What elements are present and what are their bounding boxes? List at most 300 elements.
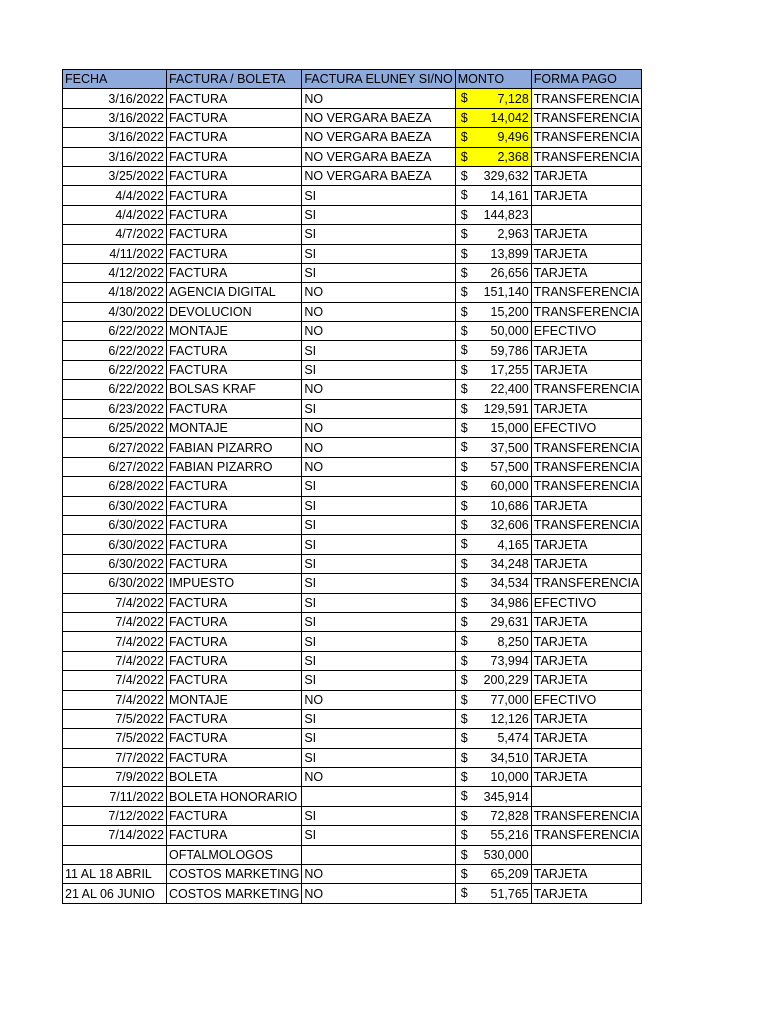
amount-value: 200,229 xyxy=(483,673,529,688)
currency-symbol: $ xyxy=(460,479,468,494)
table-row xyxy=(63,166,642,185)
cell-monto[interactable] xyxy=(455,865,531,884)
cell-factura[interactable]: FACTURA xyxy=(167,225,302,244)
cell-forma-pago[interactable]: TRANSFERENCIA xyxy=(531,108,642,127)
table-row xyxy=(63,302,642,321)
cell-eluney[interactable]: NO xyxy=(302,457,455,476)
table-row xyxy=(63,457,642,476)
cell-fecha[interactable]: 7/4/2022 xyxy=(63,690,167,709)
cell-fecha[interactable]: 4/4/2022 xyxy=(63,205,167,224)
amount-value: 345,914 xyxy=(483,789,529,804)
cell-forma-pago[interactable]: TRANSFERENCIA xyxy=(531,380,642,399)
cell-factura[interactable]: FACTURA xyxy=(167,89,302,108)
cell-factura[interactable]: FACTURA xyxy=(167,244,302,263)
cell-fecha[interactable]: 3/25/2022 xyxy=(63,166,167,185)
cell-monto[interactable] xyxy=(455,283,531,302)
cell-monto[interactable] xyxy=(455,593,531,612)
table-row xyxy=(63,496,642,515)
amount-value: 26,656 xyxy=(490,266,529,281)
cell-factura[interactable]: FABIAN PIZARRO xyxy=(167,438,302,457)
cell-monto[interactable] xyxy=(455,671,531,690)
cell-factura[interactable]: OFTALMOLOGOS xyxy=(167,845,302,864)
cell-factura[interactable]: FACTURA xyxy=(167,205,302,224)
cell-factura[interactable]: MONTAJE xyxy=(167,419,302,438)
cell-monto[interactable] xyxy=(455,729,531,748)
amount-value: 32,606 xyxy=(490,518,529,533)
currency-symbol: $ xyxy=(460,265,468,280)
cell-eluney[interactable]: NO VERGARA BAEZA xyxy=(302,128,455,147)
cell-eluney[interactable]: SI xyxy=(302,709,455,728)
cell-fecha[interactable]: 4/30/2022 xyxy=(63,302,167,321)
cell-forma-pago[interactable]: TRANSFERENCIA xyxy=(531,147,642,166)
amount-value: 129,591 xyxy=(483,401,529,416)
currency-symbol: $ xyxy=(460,886,468,901)
cell-factura[interactable]: BOLETA xyxy=(167,768,302,787)
cell-eluney[interactable]: SI xyxy=(302,574,455,593)
cell-eluney[interactable]: SI xyxy=(302,748,455,767)
cell-monto[interactable] xyxy=(455,263,531,282)
amount-value: 50,000 xyxy=(490,324,529,339)
currency-symbol: $ xyxy=(460,188,468,203)
cell-eluney[interactable]: SI xyxy=(302,225,455,244)
cell-eluney[interactable]: SI xyxy=(302,671,455,690)
cell-forma-pago[interactable]: TRANSFERENCIA xyxy=(531,477,642,496)
cell-fecha[interactable]: 7/5/2022 xyxy=(63,729,167,748)
cell-eluney[interactable]: NO xyxy=(302,89,455,108)
cell-eluney[interactable]: SI xyxy=(302,612,455,631)
cell-eluney[interactable]: SI xyxy=(302,477,455,496)
cell-fecha[interactable]: 7/4/2022 xyxy=(63,671,167,690)
currency-symbol: $ xyxy=(460,789,468,804)
cell-factura[interactable]: BOLSAS KRAF xyxy=(167,380,302,399)
cell-forma-pago[interactable]: TRANSFERENCIA xyxy=(531,302,642,321)
cell-forma-pago[interactable]: TRANSFERENCIA xyxy=(531,515,642,534)
cell-factura[interactable]: FACTURA xyxy=(167,632,302,651)
cell-fecha[interactable]: 6/22/2022 xyxy=(63,380,167,399)
expense-table xyxy=(62,69,642,904)
cell-fecha[interactable] xyxy=(63,845,167,864)
cell-fecha[interactable]: 7/7/2022 xyxy=(63,748,167,767)
table-row xyxy=(63,845,642,864)
table-row xyxy=(63,515,642,534)
cell-forma-pago[interactable]: TARJETA xyxy=(531,729,642,748)
header-monto[interactable]: MONTO xyxy=(455,70,531,89)
amount-value: 72,828 xyxy=(490,809,529,824)
cell-monto[interactable] xyxy=(455,89,531,108)
table-row xyxy=(63,205,642,224)
header-row xyxy=(63,70,642,89)
cell-factura[interactable]: FACTURA xyxy=(167,360,302,379)
cell-factura[interactable]: FACTURA xyxy=(167,651,302,670)
cell-monto[interactable] xyxy=(455,438,531,457)
cell-factura[interactable]: COSTOS MARKETING xyxy=(167,884,302,903)
cell-fecha[interactable]: 7/4/2022 xyxy=(63,612,167,631)
cell-eluney[interactable]: SI xyxy=(302,806,455,825)
table-row xyxy=(63,225,642,244)
cell-fecha[interactable]: 7/5/2022 xyxy=(63,709,167,728)
cell-monto[interactable] xyxy=(455,709,531,728)
cell-fecha[interactable]: 7/4/2022 xyxy=(63,593,167,612)
cell-monto[interactable] xyxy=(455,845,531,864)
cell-forma-pago[interactable]: TRANSFERENCIA xyxy=(531,89,642,108)
cell-eluney[interactable]: SI xyxy=(302,651,455,670)
cell-forma-pago[interactable]: EFECTIVO xyxy=(531,690,642,709)
currency-symbol: $ xyxy=(460,110,468,125)
currency-symbol: $ xyxy=(460,847,468,862)
cell-forma-pago[interactable]: TRANSFERENCIA xyxy=(531,574,642,593)
cell-factura[interactable]: FACTURA xyxy=(167,709,302,728)
cell-fecha[interactable]: 11 AL 18 ABRIL xyxy=(63,865,167,884)
cell-eluney[interactable]: SI xyxy=(302,186,455,205)
cell-fecha[interactable]: 6/30/2022 xyxy=(63,496,167,515)
cell-factura[interactable]: FACTURA xyxy=(167,671,302,690)
cell-forma-pago[interactable]: TARJETA xyxy=(531,535,642,554)
cell-factura[interactable]: FACTURA xyxy=(167,535,302,554)
cell-fecha[interactable]: 3/16/2022 xyxy=(63,128,167,147)
table-row xyxy=(63,709,642,728)
currency-symbol: $ xyxy=(460,537,468,552)
currency-symbol: $ xyxy=(460,130,468,145)
cell-fecha[interactable]: 6/22/2022 xyxy=(63,322,167,341)
cell-eluney[interactable]: NO xyxy=(302,438,455,457)
header-factura[interactable]: FACTURA / BOLETA xyxy=(167,70,302,89)
cell-eluney[interactable]: NO xyxy=(302,380,455,399)
cell-factura[interactable]: FACTURA xyxy=(167,341,302,360)
cell-fecha[interactable]: 6/30/2022 xyxy=(63,574,167,593)
cell-factura[interactable]: FACTURA xyxy=(167,729,302,748)
cell-eluney[interactable]: SI xyxy=(302,515,455,534)
cell-fecha[interactable]: 4/7/2022 xyxy=(63,225,167,244)
cell-forma-pago[interactable]: TARJETA xyxy=(531,399,642,418)
cell-eluney[interactable]: SI xyxy=(302,360,455,379)
cell-eluney[interactable]: SI xyxy=(302,554,455,573)
currency-symbol: $ xyxy=(460,459,468,474)
cell-monto[interactable] xyxy=(455,690,531,709)
cell-forma-pago[interactable]: TARJETA xyxy=(531,263,642,282)
cell-factura[interactable]: FACTURA xyxy=(167,612,302,631)
cell-eluney[interactable]: NO xyxy=(302,884,455,903)
cell-monto[interactable] xyxy=(455,147,531,166)
table-row xyxy=(63,128,642,147)
cell-eluney[interactable]: SI xyxy=(302,244,455,263)
table-row xyxy=(63,787,642,806)
cell-fecha[interactable]: 7/12/2022 xyxy=(63,806,167,825)
cell-forma-pago[interactable]: TARJETA xyxy=(531,554,642,573)
cell-fecha[interactable]: 3/16/2022 xyxy=(63,147,167,166)
cell-forma-pago[interactable]: TRANSFERENCIA xyxy=(531,128,642,147)
currency-symbol: $ xyxy=(460,343,468,358)
table-row xyxy=(63,283,642,302)
cell-monto[interactable] xyxy=(455,380,531,399)
currency-symbol: $ xyxy=(460,246,468,261)
cell-factura[interactable]: FACTURA xyxy=(167,496,302,515)
header-eluney[interactable]: FACTURA ELUNEY SI/NO xyxy=(302,70,455,89)
cell-eluney[interactable]: NO xyxy=(302,302,455,321)
cell-eluney[interactable]: NO VERGARA BAEZA xyxy=(302,108,455,127)
cell-eluney[interactable]: NO xyxy=(302,865,455,884)
amount-value: 34,248 xyxy=(490,556,529,571)
amount-value: 329,632 xyxy=(483,169,529,184)
table-row xyxy=(63,399,642,418)
cell-monto[interactable] xyxy=(455,205,531,224)
cell-eluney[interactable]: SI xyxy=(302,593,455,612)
cell-factura[interactable]: FACTURA xyxy=(167,186,302,205)
amount-value: 13,899 xyxy=(490,246,529,261)
cell-monto[interactable] xyxy=(455,612,531,631)
cell-forma-pago[interactable]: TARJETA xyxy=(531,671,642,690)
cell-forma-pago[interactable]: EFECTIVO xyxy=(531,322,642,341)
table-row xyxy=(63,108,642,127)
amount-value: 4,165 xyxy=(497,537,529,552)
cell-eluney[interactable]: NO xyxy=(302,768,455,787)
cell-factura[interactable]: FACTURA xyxy=(167,147,302,166)
header-fecha[interactable]: FECHA xyxy=(63,70,167,89)
cell-fecha[interactable]: 3/16/2022 xyxy=(63,108,167,127)
cell-factura[interactable]: FACTURA xyxy=(167,593,302,612)
cell-monto[interactable] xyxy=(455,768,531,787)
amount-value: 34,510 xyxy=(490,750,529,765)
cell-fecha[interactable]: 4/18/2022 xyxy=(63,283,167,302)
cell-eluney[interactable]: NO xyxy=(302,690,455,709)
cell-forma-pago[interactable]: TARJETA xyxy=(531,186,642,205)
currency-symbol: $ xyxy=(460,653,468,668)
currency-symbol: $ xyxy=(460,556,468,571)
cell-fecha[interactable]: 7/4/2022 xyxy=(63,632,167,651)
cell-factura[interactable]: AGENCIA DIGITAL xyxy=(167,283,302,302)
cell-forma-pago[interactable]: TARJETA xyxy=(531,632,642,651)
cell-forma-pago[interactable]: TRANSFERENCIA xyxy=(531,283,642,302)
cell-monto[interactable] xyxy=(455,748,531,767)
cell-factura[interactable]: IMPUESTO xyxy=(167,574,302,593)
amount-value: 14,042 xyxy=(490,110,529,125)
cell-forma-pago[interactable]: TARJETA xyxy=(531,865,642,884)
cell-fecha[interactable]: 6/30/2022 xyxy=(63,554,167,573)
cell-eluney[interactable]: SI xyxy=(302,535,455,554)
amount-value: 10,000 xyxy=(490,770,529,785)
cell-monto[interactable] xyxy=(455,787,531,806)
cell-factura[interactable]: FACTURA xyxy=(167,399,302,418)
cell-forma-pago[interactable]: TARJETA xyxy=(531,341,642,360)
cell-forma-pago[interactable]: TARJETA xyxy=(531,884,642,903)
cell-forma-pago[interactable]: TARJETA xyxy=(531,612,642,631)
currency-symbol: $ xyxy=(460,285,468,300)
table-row xyxy=(63,186,642,205)
cell-monto[interactable] xyxy=(455,826,531,845)
table-row xyxy=(63,535,642,554)
amount-value: 10,686 xyxy=(490,498,529,513)
currency-symbol: $ xyxy=(460,440,468,455)
table-row xyxy=(63,806,642,825)
amount-value: 57,500 xyxy=(490,460,529,474)
cell-monto[interactable] xyxy=(455,419,531,438)
header-forma-pago[interactable]: FORMA PAGO xyxy=(531,70,642,89)
cell-fecha[interactable]: 6/23/2022 xyxy=(63,399,167,418)
table-row xyxy=(63,554,642,573)
amount-value: 34,986 xyxy=(490,595,529,610)
cell-forma-pago[interactable]: TRANSFERENCIA xyxy=(531,438,642,457)
cell-monto[interactable] xyxy=(455,554,531,573)
cell-eluney[interactable]: SI xyxy=(302,826,455,845)
cell-eluney[interactable]: SI xyxy=(302,632,455,651)
cell-fecha[interactable]: 6/25/2022 xyxy=(63,419,167,438)
cell-eluney[interactable]: SI xyxy=(302,399,455,418)
cell-eluney[interactable]: NO xyxy=(302,322,455,341)
table-row xyxy=(63,826,642,845)
cell-monto[interactable] xyxy=(455,186,531,205)
cell-fecha[interactable]: 6/30/2022 xyxy=(63,515,167,534)
cell-fecha[interactable]: 4/12/2022 xyxy=(63,263,167,282)
cell-fecha[interactable]: 7/11/2022 xyxy=(63,787,167,806)
cell-eluney[interactable]: NO xyxy=(302,419,455,438)
cell-forma-pago[interactable]: EFECTIVO xyxy=(531,419,642,438)
cell-fecha[interactable]: 6/28/2022 xyxy=(63,477,167,496)
cell-eluney[interactable]: SI xyxy=(302,341,455,360)
table-row xyxy=(63,768,642,787)
cell-eluney[interactable]: SI xyxy=(302,263,455,282)
cell-eluney[interactable]: NO VERGARA BAEZA xyxy=(302,166,455,185)
cell-fecha[interactable]: 7/14/2022 xyxy=(63,826,167,845)
cell-forma-pago[interactable]: TARJETA xyxy=(531,166,642,185)
cell-monto[interactable] xyxy=(455,322,531,341)
cell-monto[interactable] xyxy=(455,166,531,185)
cell-monto[interactable] xyxy=(455,806,531,825)
amount-value: 17,255 xyxy=(490,363,529,378)
cell-forma-pago[interactable] xyxy=(531,787,642,806)
cell-fecha[interactable]: 6/30/2022 xyxy=(63,535,167,554)
table-row xyxy=(63,671,642,690)
amount-value: 65,209 xyxy=(490,867,529,882)
table-row xyxy=(63,748,642,767)
cell-forma-pago[interactable]: TARJETA xyxy=(531,768,642,787)
cell-forma-pago[interactable]: TRANSFERENCIA xyxy=(531,457,642,476)
cell-factura[interactable]: FACTURA xyxy=(167,515,302,534)
cell-forma-pago[interactable]: TARJETA xyxy=(531,496,642,515)
cell-monto[interactable] xyxy=(455,225,531,244)
cell-monto[interactable] xyxy=(455,457,531,476)
cell-monto[interactable] xyxy=(455,477,531,496)
amount-value: 12,126 xyxy=(490,712,529,727)
currency-symbol: $ xyxy=(460,421,468,436)
cell-factura[interactable]: MONTAJE xyxy=(167,322,302,341)
cell-factura[interactable]: BOLETA HONORARIO xyxy=(167,787,302,806)
cell-factura[interactable]: COSTOS MARKETING xyxy=(167,865,302,884)
cell-forma-pago[interactable]: TARJETA xyxy=(531,225,642,244)
cell-forma-pago[interactable]: TARJETA xyxy=(531,748,642,767)
cell-eluney[interactable]: NO xyxy=(302,283,455,302)
currency-symbol: $ xyxy=(460,401,468,416)
cell-forma-pago[interactable]: TARJETA xyxy=(531,360,642,379)
cell-factura[interactable]: FACTURA xyxy=(167,554,302,573)
cell-fecha[interactable]: 7/4/2022 xyxy=(63,651,167,670)
currency-symbol: $ xyxy=(460,168,468,183)
cell-monto[interactable] xyxy=(455,651,531,670)
table-row xyxy=(63,419,642,438)
table-row xyxy=(63,360,642,379)
cell-forma-pago[interactable] xyxy=(531,205,642,224)
currency-symbol: $ xyxy=(460,304,468,319)
currency-symbol: $ xyxy=(460,634,468,649)
cell-factura[interactable]: FACTURA xyxy=(167,748,302,767)
table-row xyxy=(63,380,642,399)
amount-value: 37,500 xyxy=(490,440,529,455)
cell-eluney[interactable]: SI xyxy=(302,729,455,748)
currency-symbol: $ xyxy=(460,149,468,164)
cell-fecha[interactable]: 4/4/2022 xyxy=(63,186,167,205)
cell-fecha[interactable]: 6/27/2022 xyxy=(63,457,167,476)
table-row xyxy=(63,244,642,263)
cell-eluney[interactable]: SI xyxy=(302,496,455,515)
cell-factura[interactable]: DEVOLUCION xyxy=(167,302,302,321)
cell-fecha[interactable]: 6/27/2022 xyxy=(63,438,167,457)
cell-monto[interactable] xyxy=(455,360,531,379)
cell-forma-pago[interactable] xyxy=(531,845,642,864)
cell-forma-pago[interactable]: TARJETA xyxy=(531,651,642,670)
amount-value: 2,368 xyxy=(497,149,529,164)
cell-factura[interactable]: FACTURA xyxy=(167,477,302,496)
amount-value: 2,963 xyxy=(497,227,529,242)
cell-monto[interactable] xyxy=(455,399,531,418)
amount-value: 59,786 xyxy=(490,343,529,358)
cell-eluney[interactable] xyxy=(302,845,455,864)
cell-factura[interactable]: FACTURA xyxy=(167,826,302,845)
amount-value: 60,000 xyxy=(490,479,529,494)
cell-monto[interactable] xyxy=(455,244,531,263)
cell-forma-pago[interactable]: TRANSFERENCIA xyxy=(531,826,642,845)
cell-forma-pago[interactable]: TARJETA xyxy=(531,244,642,263)
cell-monto[interactable] xyxy=(455,302,531,321)
table-row xyxy=(63,632,642,651)
cell-fecha[interactable]: 21 AL 06 JUNIO xyxy=(63,884,167,903)
currency-symbol: $ xyxy=(460,614,468,629)
cell-eluney[interactable]: NO VERGARA BAEZA xyxy=(302,147,455,166)
cell-factura[interactable]: FABIAN PIZARRO xyxy=(167,457,302,476)
cell-monto[interactable] xyxy=(455,884,531,903)
amount-value: 34,534 xyxy=(490,576,529,591)
cell-monto[interactable] xyxy=(455,128,531,147)
cell-monto[interactable] xyxy=(455,515,531,534)
amount-value: 530,000 xyxy=(483,847,529,862)
cell-monto[interactable] xyxy=(455,496,531,515)
amount-value: 73,994 xyxy=(490,653,529,668)
cell-forma-pago[interactable]: TARJETA xyxy=(531,709,642,728)
cell-fecha[interactable]: 7/9/2022 xyxy=(63,768,167,787)
table-row xyxy=(63,341,642,360)
cell-factura[interactable]: MONTAJE xyxy=(167,690,302,709)
cell-fecha[interactable]: 6/22/2022 xyxy=(63,360,167,379)
cell-monto[interactable] xyxy=(455,108,531,127)
currency-symbol: $ xyxy=(460,576,468,591)
cell-factura[interactable]: FACTURA xyxy=(167,806,302,825)
cell-monto[interactable] xyxy=(455,632,531,651)
cell-eluney[interactable]: SI xyxy=(302,205,455,224)
cell-factura[interactable]: FACTURA xyxy=(167,108,302,127)
cell-monto[interactable] xyxy=(455,574,531,593)
cell-fecha[interactable]: 4/11/2022 xyxy=(63,244,167,263)
cell-monto[interactable] xyxy=(455,535,531,554)
cell-fecha[interactable]: 3/16/2022 xyxy=(63,89,167,108)
amount-value: 151,140 xyxy=(483,285,529,300)
cell-fecha[interactable]: 6/22/2022 xyxy=(63,341,167,360)
cell-forma-pago[interactable]: EFECTIVO xyxy=(531,593,642,612)
cell-factura[interactable]: FACTURA xyxy=(167,128,302,147)
cell-forma-pago[interactable]: TRANSFERENCIA xyxy=(531,806,642,825)
cell-eluney[interactable] xyxy=(302,787,455,806)
cell-factura[interactable]: FACTURA xyxy=(167,263,302,282)
cell-monto[interactable] xyxy=(455,341,531,360)
amount-value: 15,000 xyxy=(490,421,529,436)
currency-symbol: $ xyxy=(460,595,468,610)
cell-factura[interactable]: FACTURA xyxy=(167,166,302,185)
